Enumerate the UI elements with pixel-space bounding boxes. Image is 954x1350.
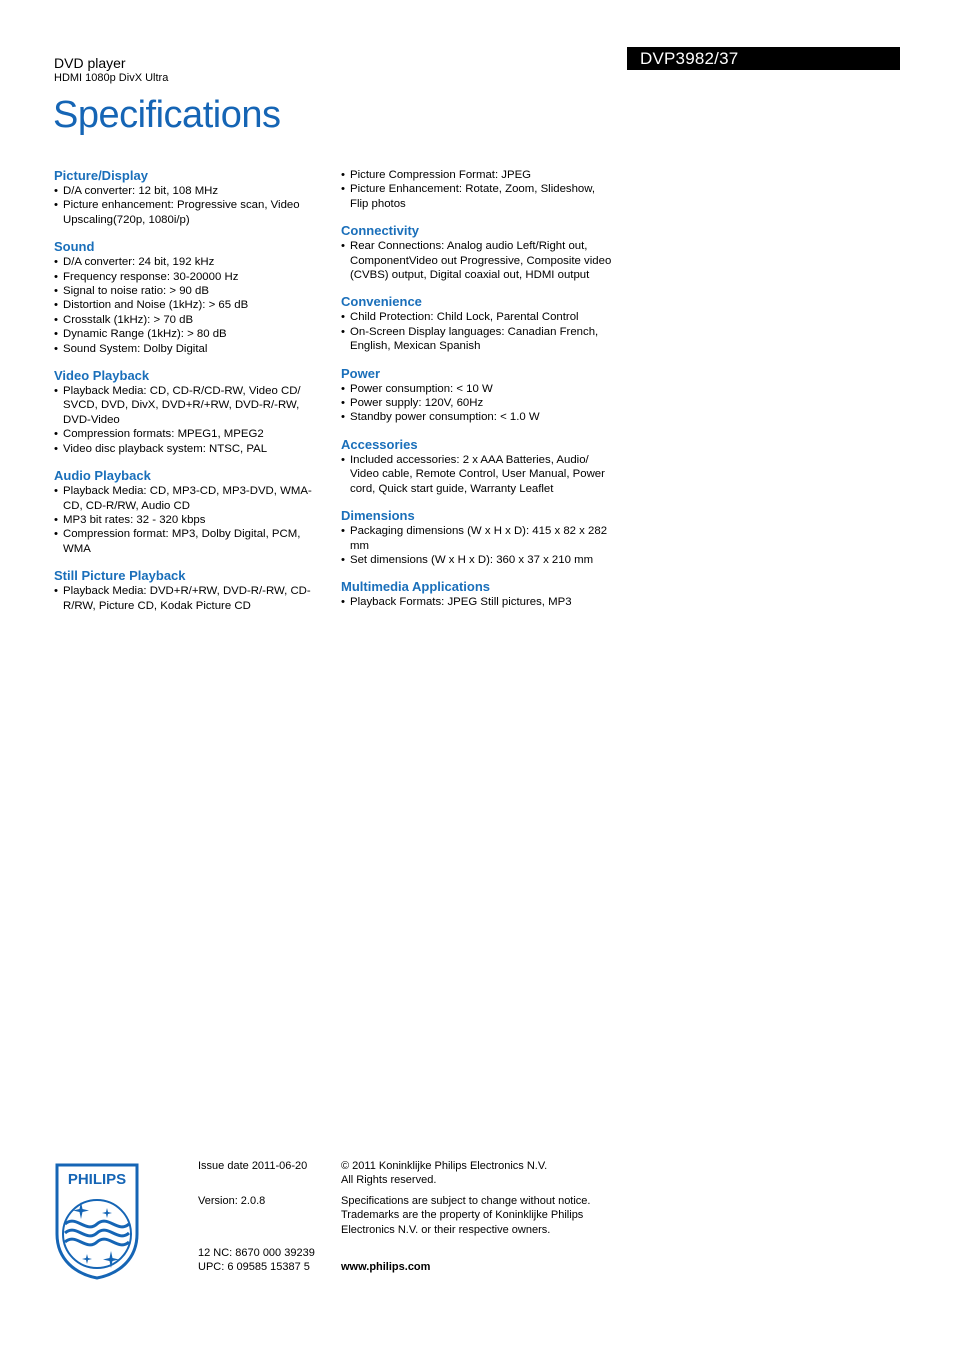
- spec-section: [341, 579, 616, 609]
- spec-item: • Picture Enhancement: Rotate, Zoom, Slideshow, Flip photos: [341, 182, 616, 211]
- upc-number: UPC: 6 09585 15387 5: [198, 1261, 310, 1273]
- spec-item: • Set dimensions (W x H x D): 360 x 37 x 210 mm: [341, 553, 616, 567]
- spec-item: • Rear Connections: Analog audio Left/Right out, ComponentVideo out Progressive, Composite video (CVBS) output, Digital coaxial out, HDMI output: [341, 239, 616, 282]
- disclaimer-line: Electronics N.V. or their respective owners.: [341, 1224, 551, 1236]
- specs-column-left: [54, 168, 329, 625]
- model-number: DVP3982/37: [640, 49, 739, 68]
- spec-list: [54, 184, 329, 227]
- section-title: Sound: [54, 239, 95, 255]
- spec-section: [341, 223, 616, 282]
- spec-section: [341, 508, 616, 567]
- section-title: Multimedia Applications: [341, 579, 491, 595]
- spec-item: • Playback Media: DVD+R/+RW, DVD-R/-RW, CD-R/RW, Picture CD, Kodak Picture CD: [54, 584, 329, 613]
- logo-wordmark: PHILIPS: [67, 1171, 127, 1188]
- spec-section-continued: [341, 168, 616, 211]
- copyright: © 2011 Koninklijke Philips Electronics N.V.: [341, 1160, 548, 1172]
- section-title: Accessories: [341, 436, 418, 452]
- version: Version: 2.0.8: [198, 1195, 266, 1207]
- spec-item: • Compression format: MP3, Dolby Digital, PCM, WMA: [54, 527, 329, 556]
- website-link[interactable]: www.philips.com: [341, 1261, 431, 1273]
- spec-item: • On-Screen Display languages: Canadian French, English, Mexican Spanish: [341, 325, 616, 354]
- spec-item: • Power consumption: < 10 W: [341, 382, 616, 396]
- specs-column-right: [341, 168, 616, 622]
- spec-item: • Picture Compression Format: JPEG: [341, 168, 616, 182]
- spec-section: [341, 437, 616, 496]
- philips-shield-logo: [54, 1162, 140, 1280]
- spec-item: • Playback Media: CD, CD-R/CD-RW, Video CD/ SVCD, DVD, DivX, DVD+R/+RW, DVD-R/-RW, DVD-Video: [54, 384, 329, 427]
- spec-list: [54, 384, 329, 456]
- spec-list: [341, 524, 616, 567]
- issue-date: Issue date 2011-06-20: [198, 1160, 308, 1172]
- spec-section: [54, 168, 329, 227]
- spec-item: • D/A converter: 12 bit, 108 MHz: [54, 184, 329, 198]
- spec-item: • Distortion and Noise (1kHz): > 65 dB: [54, 298, 329, 312]
- spec-list: [341, 168, 616, 211]
- spec-item: • Crosstalk (1kHz): > 70 dB: [54, 313, 329, 327]
- spec-item: • Playback Media: CD, MP3-CD, MP3-DVD, WMA-CD, CD-R/RW, Audio CD: [54, 484, 329, 513]
- spec-list: [341, 239, 616, 282]
- rights: All Rights reserved.: [341, 1174, 437, 1186]
- spec-item: • Power supply: 120V, 60Hz: [341, 396, 616, 410]
- disclaimer-line: Trademarks are the property of Koninklijke Philips: [341, 1209, 584, 1221]
- spec-item: • Video disc playback system: NTSC, PAL: [54, 442, 329, 456]
- page-title: Specifications: [53, 94, 281, 136]
- product-type: DVD player: [54, 55, 126, 71]
- spec-item: • Dynamic Range (1kHz): > 80 dB: [54, 327, 329, 341]
- section-title: Dimensions: [341, 508, 415, 524]
- spec-list: [54, 484, 329, 556]
- section-title: Power: [341, 365, 381, 381]
- spec-item: • MP3 bit rates: 32 - 320 kbps: [54, 513, 329, 527]
- section-title: Video Playback: [54, 368, 150, 384]
- model-bar: [627, 47, 900, 70]
- spec-item: • Sound System: Dolby Digital: [54, 342, 329, 356]
- section-title: Audio Playback: [54, 468, 151, 484]
- section-title: Connectivity: [341, 223, 420, 239]
- spec-item: • Standby power consumption: < 1.0 W: [341, 410, 616, 424]
- spec-list: [341, 310, 616, 353]
- product-subtitle: HDMI 1080p DivX Ultra: [54, 72, 169, 84]
- section-title: Convenience: [341, 294, 422, 310]
- spec-item: • Frequency response: 30-20000 Hz: [54, 270, 329, 284]
- spec-item: • Packaging dimensions (W x H x D): 415 x 82 x 282 mm: [341, 524, 616, 553]
- spec-item: • Included accessories: 2 x AAA Batteries, Audio/ Video cable, Remote Control, User Manual, Power cord, Quick start guide, Warranty Leaflet: [341, 453, 616, 496]
- nc-number: 12 NC: 8670 000 39239: [198, 1247, 315, 1259]
- spec-item: • Playback Formats: JPEG Still pictures, MP3: [341, 595, 616, 609]
- spec-list: [341, 382, 616, 425]
- section-title: Picture/Display: [54, 168, 148, 183]
- spec-list: [54, 255, 329, 356]
- spec-section: [54, 239, 329, 356]
- spec-section: [341, 294, 616, 353]
- section-title: Still Picture Playback: [54, 568, 186, 584]
- disclaimer-line: Specifications are subject to change without notice.: [341, 1195, 591, 1207]
- spec-item: • D/A converter: 24 bit, 192 kHz: [54, 255, 329, 269]
- spec-item: • Signal to noise ratio: > 90 dB: [54, 284, 329, 298]
- spec-section: [54, 568, 329, 613]
- spec-list: [341, 595, 616, 609]
- spec-section: [54, 368, 329, 456]
- spec-item: • Compression formats: MPEG1, MPEG2: [54, 427, 329, 441]
- spec-item: • Picture enhancement: Progressive scan, Video Upscaling(720p, 1080i/p): [54, 198, 329, 227]
- spec-item: • Child Protection: Child Lock, Parental Control: [341, 310, 616, 324]
- spec-section: [341, 366, 616, 425]
- spec-list: [341, 453, 616, 496]
- spec-list: [54, 584, 329, 613]
- spec-section: [54, 468, 329, 556]
